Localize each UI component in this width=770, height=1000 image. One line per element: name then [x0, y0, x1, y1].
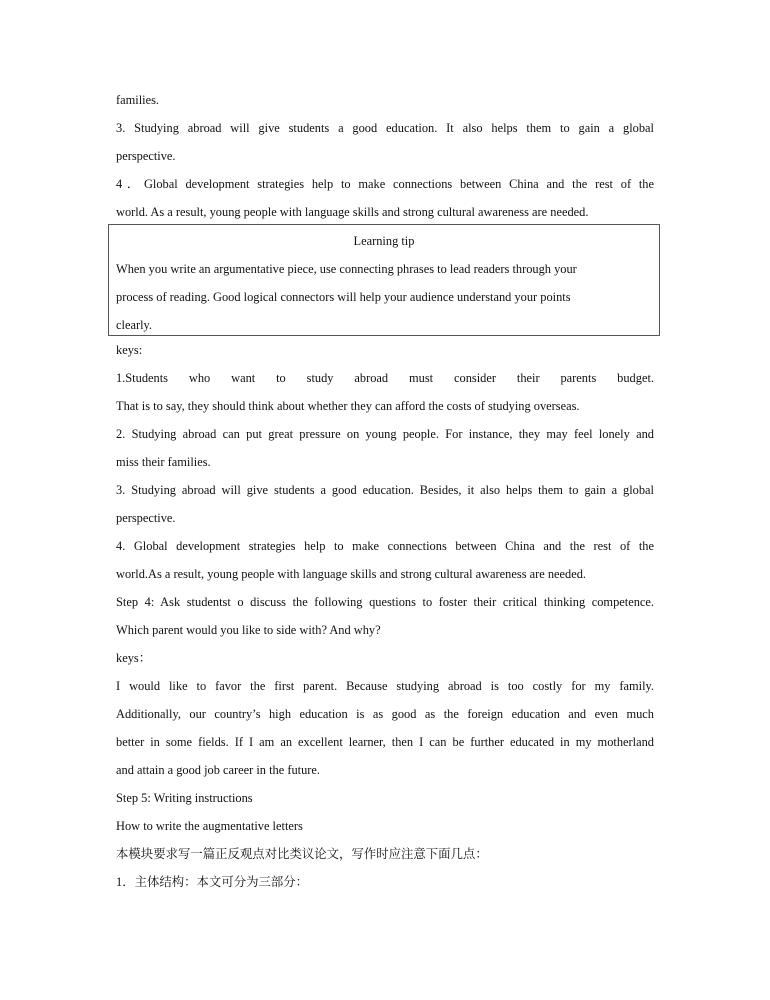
learning-tip-title: Learning tip: [353, 234, 415, 248]
chinese-instruction-line: 本模块要求写一篇正反观点对比类议论文，写作时应注意下面几点：: [116, 847, 488, 861]
text-line: 1.Students who want to study abroad must consider their parents budget.: [116, 371, 654, 385]
question-line: Which parent would you like to side with? And why?: [116, 623, 381, 637]
chinese-instruction-line: 1．主体结构：本文可分为三部分：: [116, 875, 309, 889]
text-line: miss their families.: [116, 455, 211, 469]
text-line: 3. Studying abroad will give students a good education. Besides, it also helps them to gain a global: [116, 483, 654, 497]
text-line: That is to say, they should think about whether they can afford the costs of studying overseas.: [116, 399, 580, 413]
step-5-heading: Step 5: Writing instructions: [116, 791, 253, 805]
text-line: families.: [116, 93, 160, 107]
text-line: 2. Studying abroad can put great pressure on young people. For instance, they may feel lonely and: [116, 427, 654, 441]
bottom-paragraphs: [116, 336, 654, 896]
text-line: Additionally, our country’s high education is as good as the foreign education and even much: [116, 707, 654, 721]
text-line: world.As a result, young people with language skills and strong cultural awareness are needed.: [116, 567, 587, 581]
text-line: 4. Global development strategies help to make connections between China and the rest of the: [116, 539, 654, 553]
text-line: How to write the augmentative letters: [116, 819, 303, 833]
text-line: and attain a good job career in the future.: [116, 763, 321, 777]
text-line: better in some fields. If I am an excellent learner, then I can be further educated in my motherland: [116, 735, 654, 749]
text-line: perspective.: [116, 511, 176, 525]
text-line: perspective.: [116, 149, 176, 163]
learning-tip-line: process of reading. Good logical connectors will help your audience understand your points: [116, 290, 571, 304]
text-line: 3. Studying abroad will give students a good education. It also helps them to gain a global: [116, 121, 654, 135]
learning-tip-box: [108, 224, 660, 336]
learning-tip-line: When you write an argumentative piece, use connecting phrases to lead readers through your: [116, 262, 577, 276]
learning-tip-line: clearly.: [116, 318, 152, 332]
text-line: world. As a result, young people with language skills and strong cultural awareness are needed.: [116, 205, 589, 219]
text-line: 4．Global development strategies help to make connections between China and the rest of the: [116, 177, 654, 191]
keys-heading: keys：: [116, 651, 152, 665]
step-4-line: Step 4: Ask studentst o discuss the following questions to foster their critical thinking competence.: [116, 595, 654, 609]
keys-heading: keys:: [116, 343, 143, 357]
text-line: I would like to favor the first parent. Because studying abroad is too costly for my family.: [116, 679, 654, 693]
top-paragraphs: [116, 86, 654, 226]
